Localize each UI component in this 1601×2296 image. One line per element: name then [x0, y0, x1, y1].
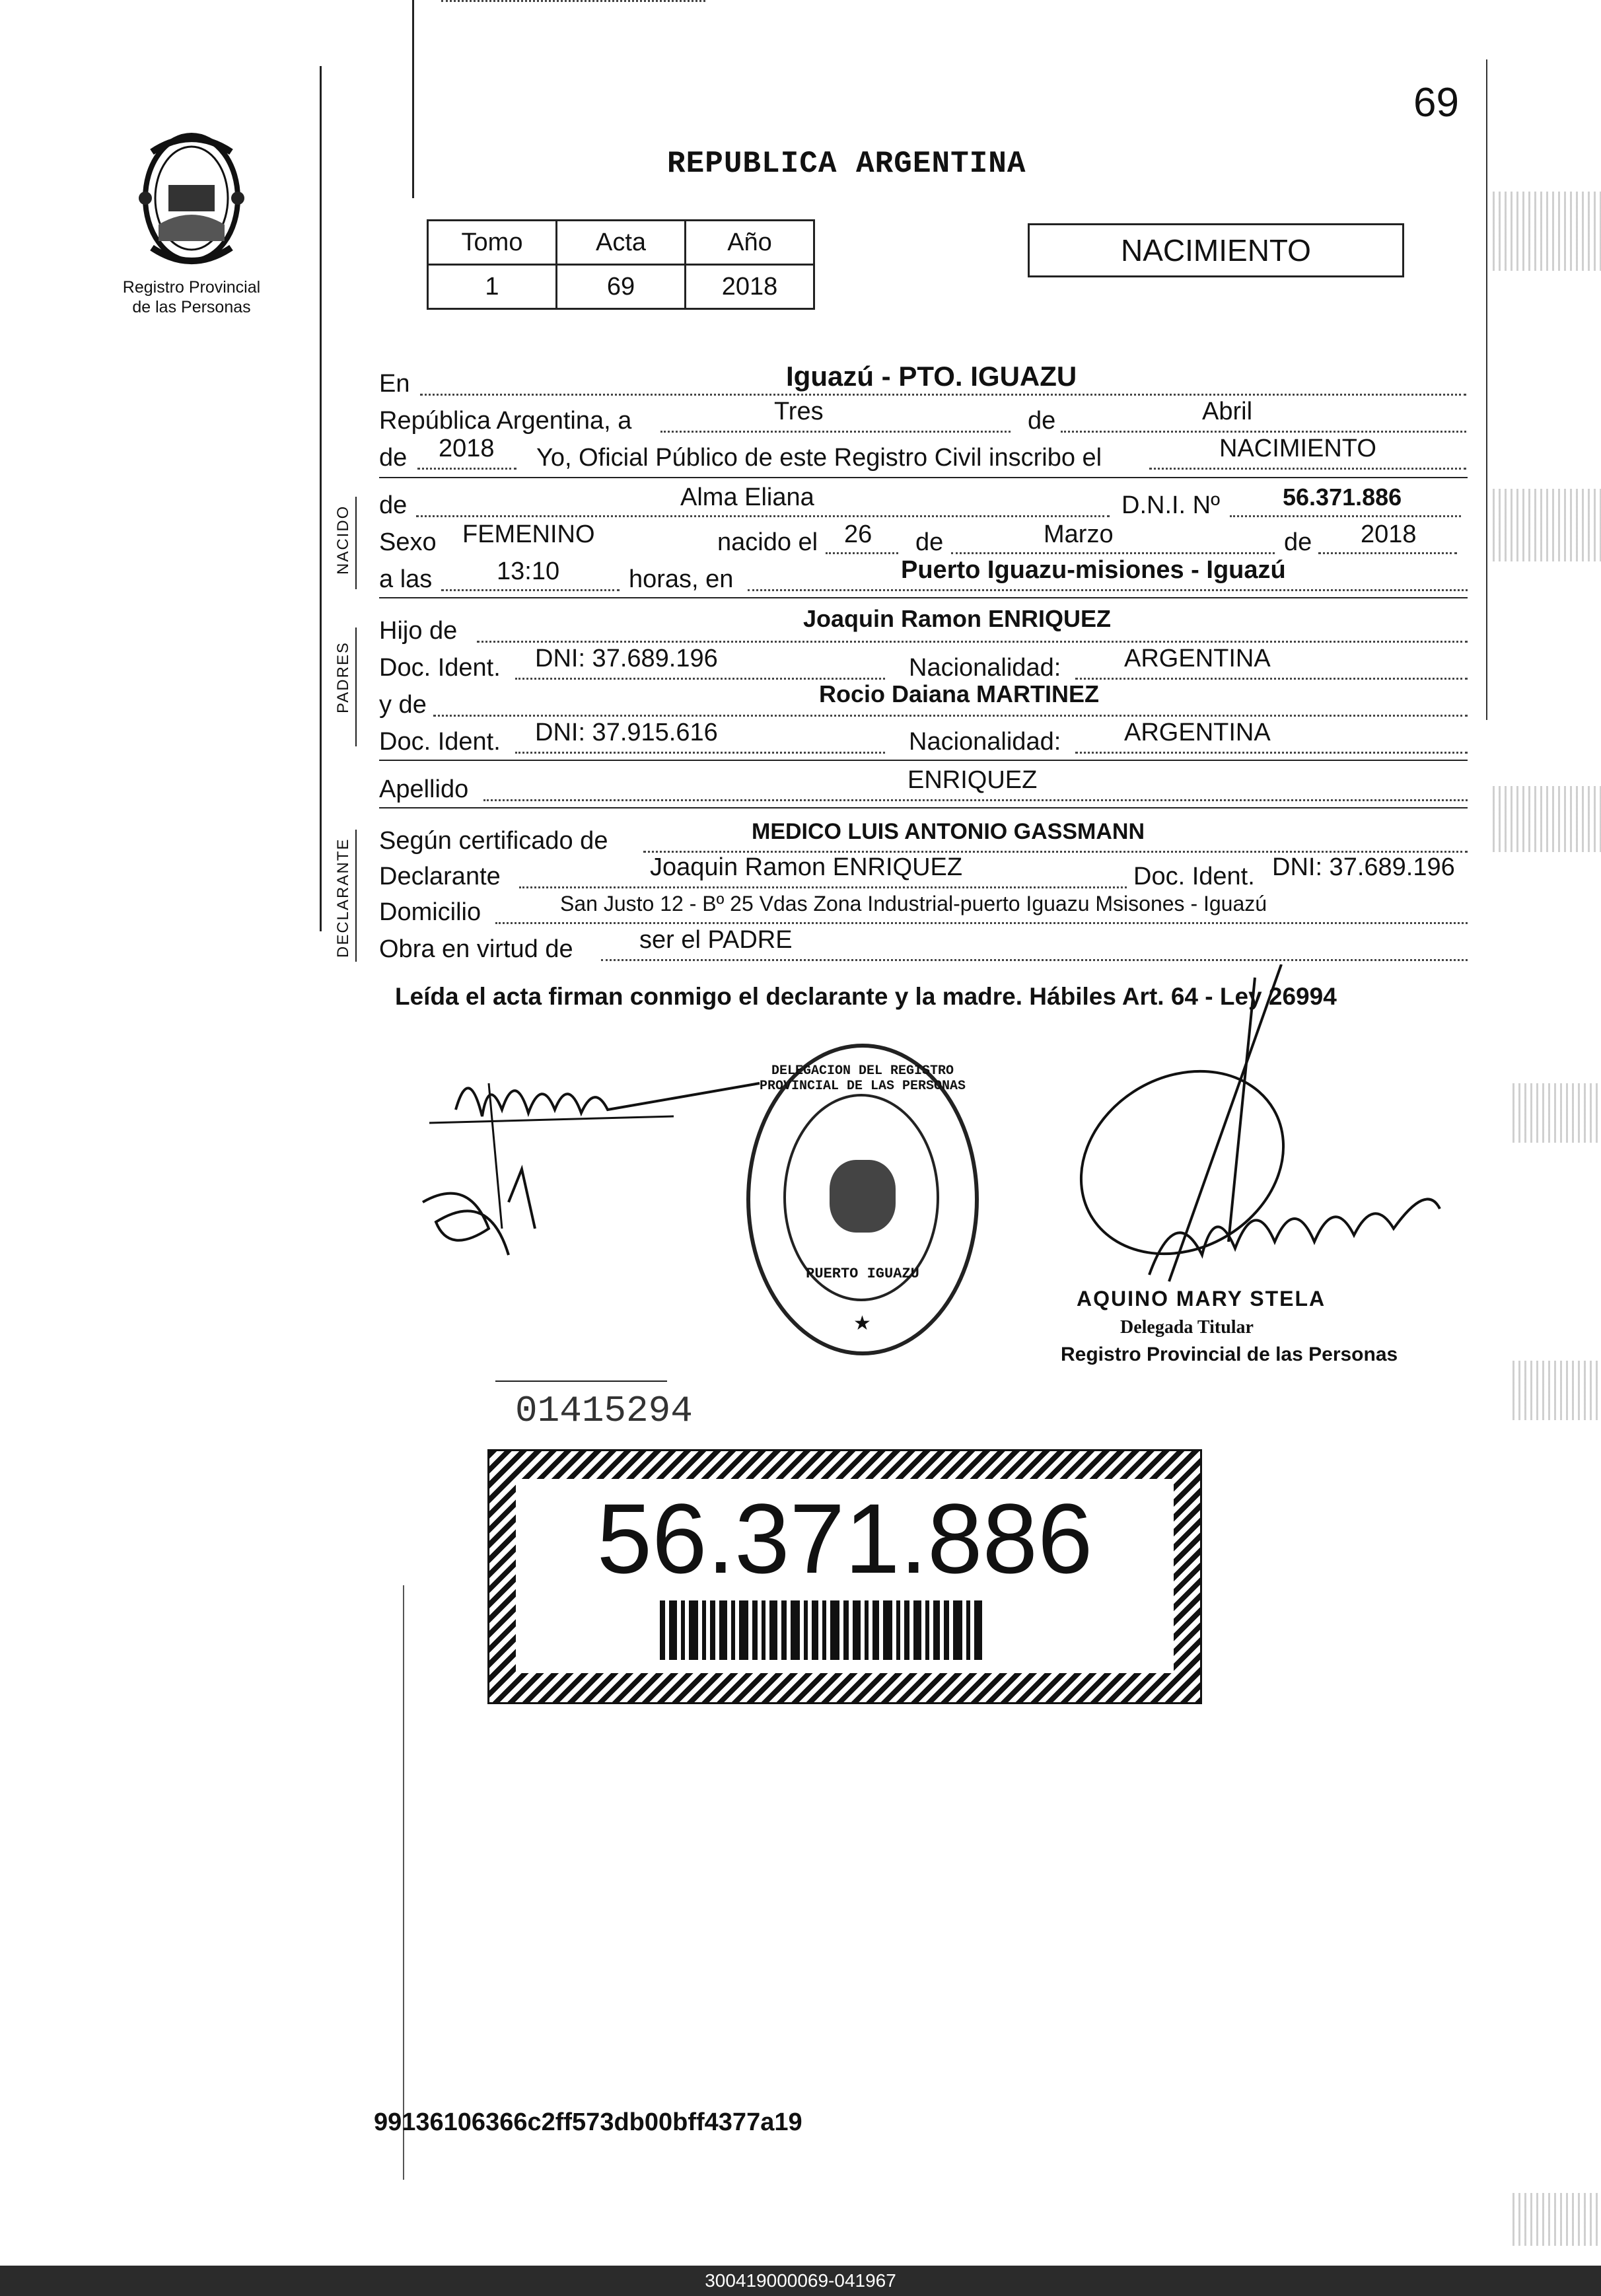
birth-year-dotted-line [1318, 552, 1457, 554]
scan-artifact [1512, 2193, 1601, 2246]
doc1-label: Doc. Ident. [379, 654, 501, 682]
father-nat-value: ARGENTINA [1124, 645, 1271, 672]
footer-bar [0, 2266, 1601, 2296]
footer-code: 300419000069-041967 [705, 2270, 896, 2291]
serial-number: 01415294 [515, 1390, 693, 1432]
segun-label: Según certificado de [379, 827, 608, 855]
barcode-number: 56.371.886 [596, 1483, 1093, 1594]
scan-artifact [1493, 489, 1601, 561]
father-dotted-line [477, 641, 1468, 643]
sexo-dotted-line [441, 0, 705, 2]
document-hash: 99136106366c2ff573db00bff4377a19 [374, 2108, 802, 2136]
right-margin-line [1486, 59, 1487, 720]
table-cell-acta: 69 [557, 265, 686, 309]
table-header-tomo: Tomo [428, 221, 557, 265]
en-dotted-line [420, 394, 1466, 396]
mother-value: Rocio Daiana MARTINEZ [819, 680, 1100, 707]
obra-dotted-line [601, 959, 1468, 961]
barcode-bars [660, 1600, 1056, 1660]
dni-value: 56.371.886 [1283, 484, 1402, 511]
section-divider-1 [379, 477, 1468, 478]
segun-dotted-line [643, 851, 1468, 853]
en-label: En [379, 370, 410, 398]
barcode-panel [516, 1479, 1174, 1673]
table-cell-tomo: 1 [428, 265, 557, 309]
table-header-anio: Año [686, 221, 814, 265]
place-value: Puerto Iguazu-misiones - Iguazú [901, 556, 1286, 584]
side-label-nacido: NACIDO [334, 505, 352, 575]
serial-underline [495, 1381, 667, 1382]
father-doc-dotted-line [515, 678, 885, 680]
nac2-label: Nacionalidad: [909, 728, 1061, 756]
mother-doc-dotted-line [515, 752, 885, 754]
de4-label: de [915, 528, 944, 556]
hijo-label: Hijo de [379, 617, 458, 645]
official-role: Delegada Titular [1120, 1317, 1254, 1338]
mother-nat-value: ARGENTINA [1124, 719, 1271, 746]
official-signature [1044, 964, 1506, 1308]
time-value: 13:10 [497, 557, 560, 585]
mother-dotted-line [433, 715, 1468, 717]
apellido-dotted-line [483, 799, 1468, 801]
domicilio-dotted-line [495, 922, 1468, 924]
registry-table [427, 219, 815, 310]
month-value: Abril [1202, 398, 1253, 425]
record-type-box [1028, 223, 1404, 277]
page-title: REPUBLICA ARGENTINA [667, 147, 1026, 181]
scan-artifact [1493, 786, 1601, 852]
table-header-acta: Acta [557, 221, 686, 265]
de5-label: de [1284, 528, 1312, 556]
republica-label: República Argentina, a [379, 407, 632, 435]
obra-value: ser el PADRE [639, 926, 793, 954]
day-dotted-line [660, 431, 1011, 433]
barcode-label [487, 1449, 1202, 1704]
registry-name-line1: Registro Provincial [122, 278, 261, 297]
place-dotted-line [748, 589, 1468, 591]
closing-text: Leída el acta firman conmigo el declarante y la madre. Hábiles Art. 64 - Ley 26994 [395, 983, 1337, 1010]
inscribo-value: NACIMIENTO [1219, 435, 1376, 462]
declarant-signature [409, 1057, 779, 1308]
birth-day-value: 26 [844, 520, 872, 548]
doc3-label: Doc. Ident. [1133, 863, 1255, 890]
top-divider-line [412, 0, 414, 198]
year-dotted-line [417, 468, 516, 470]
segun-value: MEDICO LUIS ANTONIO GASSMANN [752, 819, 1145, 844]
horas-label: horas, en [629, 565, 734, 593]
registry-name-line2: de las Personas [132, 298, 251, 316]
declarante-dotted-line [519, 886, 1127, 888]
year-value: 2018 [439, 435, 495, 462]
section-divider-3 [379, 760, 1468, 761]
dni-label: D.N.I. Nº [1121, 491, 1220, 519]
obra-label: Obra en virtud de [379, 935, 573, 963]
day-value: Tres [774, 398, 824, 425]
birth-month-dotted-line [951, 552, 1275, 554]
registry-name [99, 277, 284, 317]
bottom-divider-line [403, 1585, 404, 2180]
province-seal-logo [132, 126, 251, 277]
sexo-value: FEMENINO [462, 520, 595, 548]
domicilio-value: San Justo 12 - Bº 25 Vdas Zona Industrial-puerto Iguazu Msisones - Iguazú [560, 892, 1267, 915]
apellido-label: Apellido [379, 775, 469, 803]
page-number: 69 [1413, 80, 1459, 126]
scan-artifact [1512, 1361, 1601, 1420]
doc2-label: Doc. Ident. [379, 728, 501, 756]
official-org: Registro Provincial de las Personas [1061, 1344, 1398, 1365]
left-margin-line [320, 66, 322, 931]
stamp-star-icon: ★ [853, 1312, 871, 1334]
scan-artifact [1493, 192, 1601, 271]
declarante-value: Joaquin Ramon ENRIQUEZ [650, 853, 963, 881]
name-value: Alma Eliana [680, 484, 814, 511]
de-label: de [1028, 407, 1056, 435]
declarante-label: Declarante [379, 863, 501, 890]
domicilio-label: Domicilio [379, 898, 481, 926]
father-value: Joaquin Ramon ENRIQUEZ [803, 605, 1112, 632]
side-label-padres: PADRES [334, 641, 352, 713]
table-cell-anio: 2018 [686, 265, 814, 309]
inscribo-dotted-line [1149, 468, 1466, 470]
name-dotted-line [416, 515, 1110, 517]
side-label-declarante: DECLARANTE [334, 838, 352, 958]
declarante-doc-value: DNI: 37.689.196 [1272, 853, 1455, 881]
official-name: AQUINO MARY STELA [1077, 1287, 1326, 1310]
a-las-label: a las [379, 565, 433, 593]
nac1-label: Nacionalidad: [909, 654, 1061, 682]
yde-label: y de [379, 691, 427, 719]
stamp-emblem-icon [830, 1160, 896, 1233]
section-divider-2 [379, 597, 1468, 598]
stamp-text: DELEGACION DEL REGISTRO PROVINCIAL DE LAS PERSONAS [759, 1063, 966, 1094]
mother-doc-value: DNI: 37.915.616 [535, 719, 718, 746]
dni-dotted-line [1230, 515, 1461, 517]
father-nat-dotted-line [1075, 678, 1468, 680]
birth-month-value: Marzo [1044, 520, 1114, 548]
sexo-label: Sexo [379, 528, 437, 556]
oficial-label: Yo, Oficial Público de este Registro Civil inscribo el [536, 444, 1102, 472]
father-doc-value: DNI: 37.689.196 [535, 645, 718, 672]
en-value: Iguazú - PTO. IGUAZU [786, 361, 1077, 392]
stamp-inner-text: PUERTO IGUAZU [806, 1266, 919, 1282]
month-dotted-line [1061, 431, 1466, 433]
declarante-bracket [355, 830, 357, 962]
birth-year-value: 2018 [1361, 520, 1417, 548]
time-dotted-line [441, 589, 620, 591]
mother-nat-dotted-line [1075, 752, 1468, 754]
apellido-value: ENRIQUEZ [907, 766, 1038, 794]
official-stamp [746, 1044, 979, 1355]
birth-day-dotted-line [826, 552, 898, 554]
nacido-bracket [355, 497, 357, 589]
de2-label: de [379, 444, 408, 472]
de3-label: de [379, 491, 408, 519]
record-type-label: NACIMIENTO [1121, 233, 1311, 268]
section-divider-4 [379, 807, 1468, 808]
scan-artifact [1512, 1083, 1601, 1143]
nacido-label: nacido el [717, 528, 818, 556]
padres-bracket [355, 628, 357, 746]
